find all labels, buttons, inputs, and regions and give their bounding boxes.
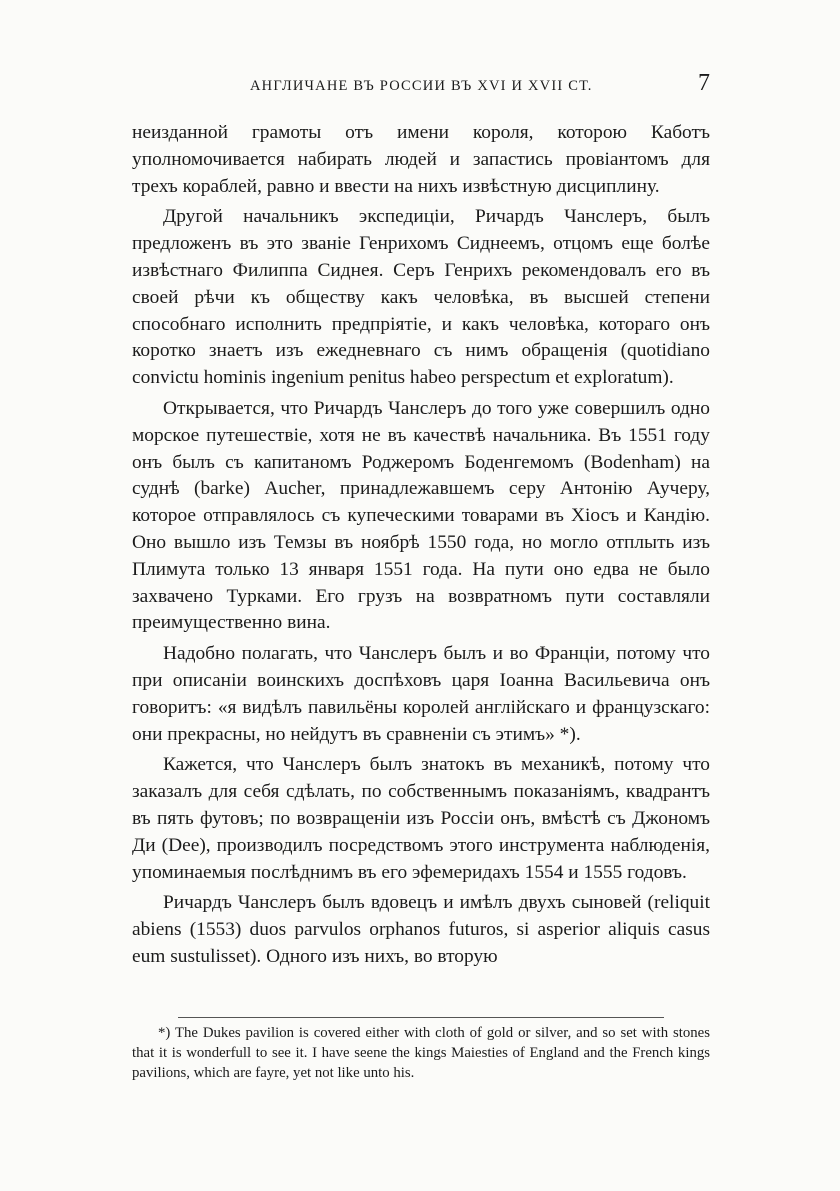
page-header — [132, 70, 710, 106]
footnote-divider — [178, 1017, 664, 1018]
paragraph: Кажется, что Чанслеръ былъ знатокъ въ механикѣ, потому что заказалъ для себя сдѣлать, по собственнымъ показаніямъ, квадрантъ въ пять футовъ; по возвращеніи изъ Россіи онъ, вмѣстѣ съ Джономъ Ди (Dee), производилъ посредствомъ этого инструмента наблюденія, упоминаемыя послѣднимъ въ его эфемеридахъ 1554 и 1555 годовъ. — [132, 754, 710, 883]
page-number: 7 — [698, 70, 710, 96]
paragraph: Другой начальникъ экспедиціи, Ричардъ Чанслеръ, былъ предложенъ въ это званіе Генрихомъ Сиднеемъ, отцомъ еще болѣе извѣстнаго Филиппа Сиднея. Серъ Генрихъ рекомендовалъ его въ своей рѣчи къ обществу какъ человѣка, въ высшей степени способнаго исполнить предпріятіе, и какъ человѣка, котораго онъ коротко знаетъ изъ ежедневнаго съ нимъ обращенія (quotidiano convictu hominis ingenium penitus habeo perspectum et exploratum). — [132, 206, 710, 389]
paragraph: Ричардъ Чанслеръ былъ вдовецъ и имѣлъ двухъ сыновей (reliquit abiens (1553) duos parvulos orphanos futuros, si asperior aliquis casus eum sustulisset). Одного изъ нихъ, во вторую — [132, 892, 710, 967]
footnote: *) The Dukes pavilion is covered either with cloth of gold or silver, and so set with stones that it is wonderfull to see it. I have seene the kings Maiesties of England and the French kings pavilions, which are fayre, yet not like unto his. — [132, 1025, 710, 1081]
paragraph: Надобно полагать, что Чанслеръ былъ и во Франціи, потому что при описаніи воинскихъ доспѣховъ царя Іоанна Васильевича онъ говоритъ: «я видѣлъ павильёны королей англійскаго и французскаго: они прекрасны, но нейдутъ въ сравненіи съ этимъ» *). — [132, 643, 710, 745]
running-head: АНГЛИЧАНЕ ВЪ РОССИИ ВЪ XVI И XVII СТ. — [250, 78, 593, 94]
paragraph: Открывается, что Ричардъ Чанслеръ до того уже совершилъ одно морское путешествіе, хотя не въ качествѣ начальника. Въ 1551 году онъ былъ съ капитаномъ Роджеромъ Боденгемомъ (Bodenham) на суднѣ (barke) Aucher, принадлежавшемъ серу Антонію Аучеру, которое отправлялось съ купеческими товарами въ Хіосъ и Кандію. Оно вышло изъ Темзы въ ноябрѣ 1550 года, но могло отплыть изъ Плимута только 13 января 1551 года. На пути оно едва не было захвачено Турками. Его грузъ на возвратномъ пути составляли преимущественно вина. — [132, 397, 710, 634]
body-text — [132, 120, 710, 975]
paragraph-continued: неизданной грамоты отъ имени короля, которою Каботъ уполномочивается набирать людей и запастись провіантомъ для трехъ кораблей, равно и ввести на нихъ извѣстную дисциплину. — [132, 122, 710, 197]
